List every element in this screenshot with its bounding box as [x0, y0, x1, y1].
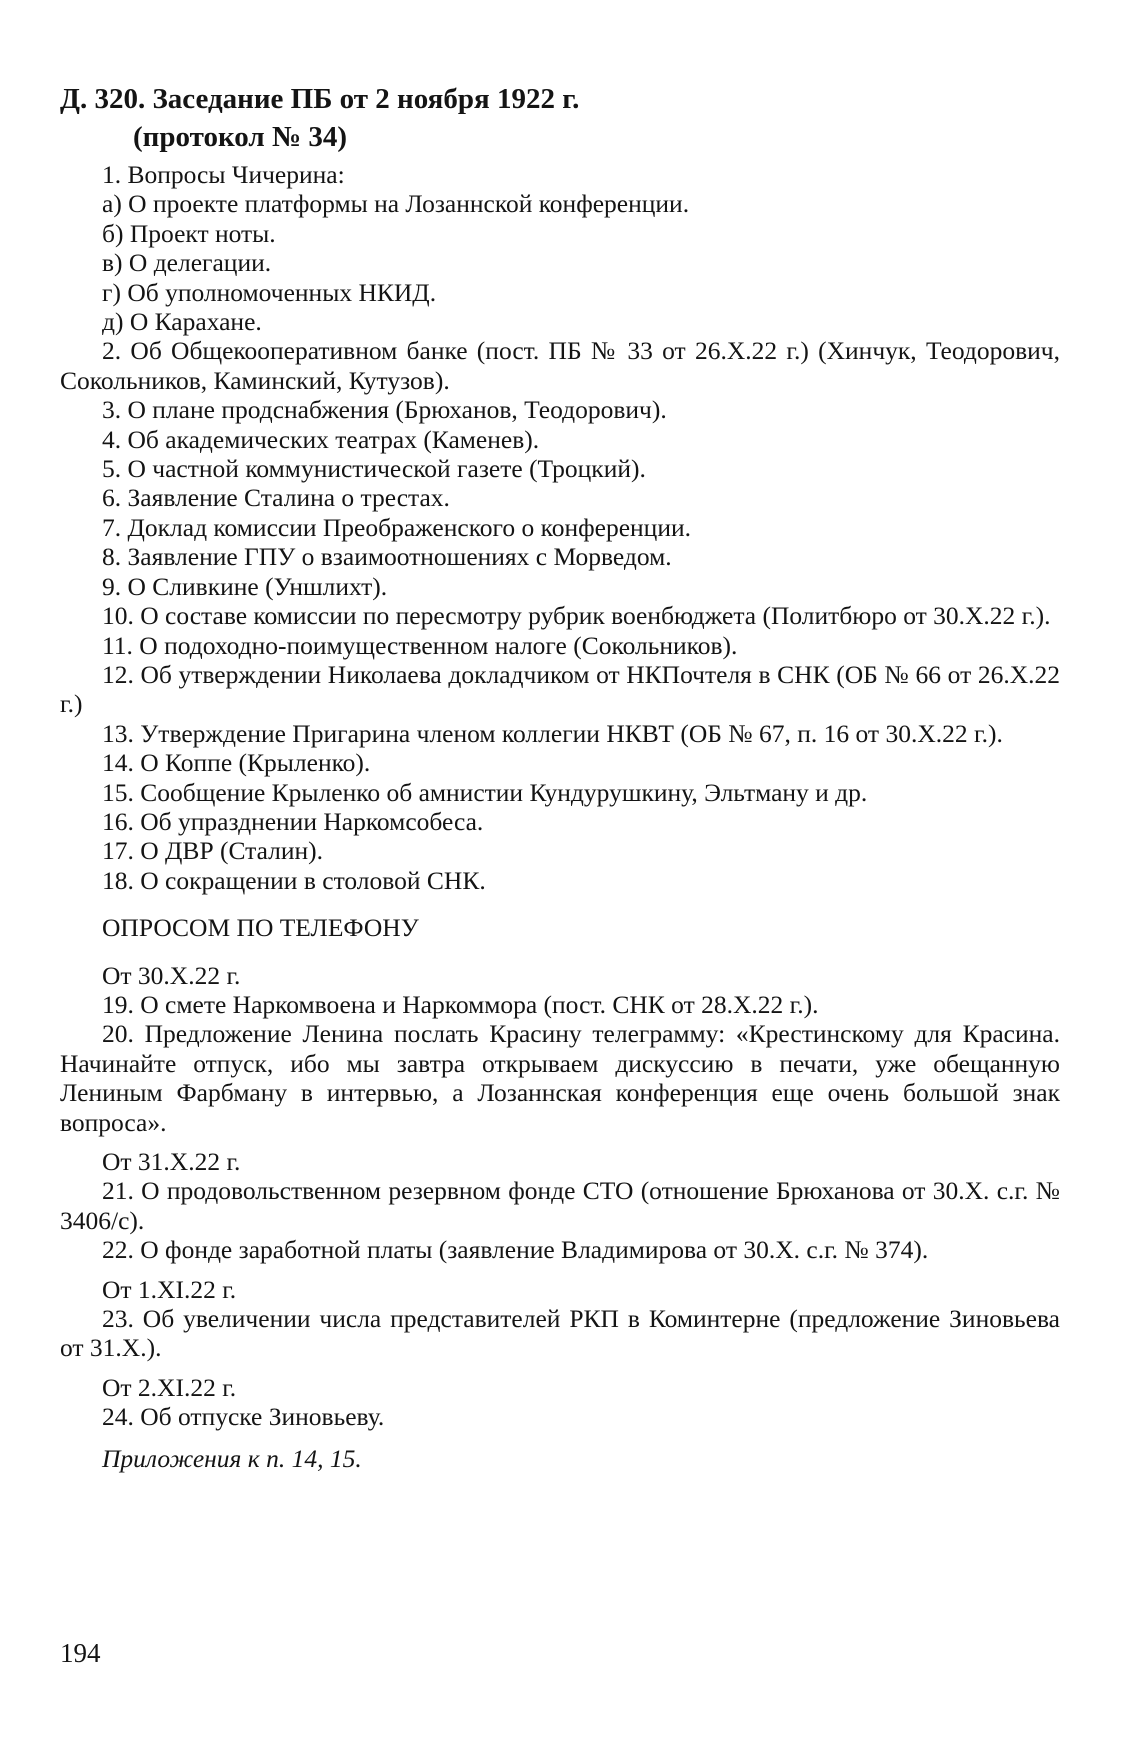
agenda-item: 9. О Сливкине (Уншлихт).	[102, 571, 388, 601]
agenda-item: 3. О плане продснабжения (Брюханов, Теодорович).	[102, 395, 667, 425]
agenda-item: 8. Заявление ГПУ о взаимоотношениях с Морведом.	[102, 542, 672, 572]
poll-date: От 2.XI.22 г.	[102, 1372, 237, 1402]
agenda-subitem: д) О Карахане.	[102, 307, 262, 337]
agenda-item: 24. Об отпуске Зиновьеву.	[102, 1402, 385, 1432]
agenda-item: 15. Сообщение Крыленко об амнистии Кундурушкину, Эльтману и др.	[102, 777, 868, 807]
agenda-item: 10. О составе комиссии по пересмотру рубрик военбюджета (Политбюро от 30.X.22 г.).	[102, 601, 1051, 631]
phone-poll-heading: ОПРОСОМ ПО ТЕЛЕФОНУ	[102, 913, 419, 943]
agenda-item: 16. Об упразднении Наркомсобеса.	[102, 806, 484, 836]
page-number: 194	[60, 1638, 101, 1668]
agenda-subitem: а) О проекте платформы на Лозаннской конференции.	[102, 189, 690, 219]
agenda-item: 2. Об Общекооперативном банке (пост. ПБ № 33 от 26.X.22 г.) (Хинчук, Теодорович, Сокольников, Каминский, Кутузов).	[60, 336, 1060, 395]
agenda-item: 1. Вопросы Чичерина:	[102, 160, 345, 189]
agenda-item: 11. О подоходно-поимущественном налоге (Сокольников).	[102, 630, 738, 660]
agenda-item: 21. О продовольственном резервном фонде СТО (отношение Брюханова от 30.X. с.г. № 3406/с).	[60, 1176, 1060, 1235]
document-body	[60, 160, 1060, 1473]
heading-line-1: Д. 320. Заседание ПБ от 2 ноября 1922 г.	[60, 83, 580, 115]
agenda-item: 13. Утверждение Пригарина членом коллегии НКВТ (ОБ № 67, п. 16 от 30.X.22 г.).	[102, 718, 1003, 748]
agenda-item: 14. О Коппе (Крыленко).	[102, 748, 371, 778]
agenda-item: 17. О ДВР (Сталин).	[102, 836, 324, 866]
agenda-item: 19. О смете Наркомвоена и Наркоммора (пост. СНК от 28.X.22 г.).	[102, 989, 819, 1019]
agenda-item: 20. Предложение Ленина послать Красину телеграмму: «Крестинскому для Красина. Начинайте отпуск, ибо мы завтра открываем дискуссию в печати, уже обещанную Лениным Фарбману в интервью, а Лозаннская конференция еще очень большой знак вопроса».	[60, 1019, 1060, 1137]
agenda-subitem: в) О делегации.	[102, 248, 272, 278]
poll-date: От 31.X.22 г.	[102, 1147, 241, 1176]
appendix-note: Приложения к п. 14, 15.	[102, 1443, 362, 1473]
agenda-item: 12. Об утверждении Николаева докладчиком от НКПочтеля в СНК (ОБ № 66 от 26.X.22 г.)	[60, 659, 1060, 719]
agenda-item: 5. О частной коммунистической газете (Троцкий).	[102, 454, 646, 484]
document-heading	[60, 80, 1060, 156]
agenda-item: 4. Об академических театрах (Каменев).	[102, 424, 540, 454]
agenda-item: 6. Заявление Сталина о трестах.	[102, 483, 450, 513]
agenda-subitem: г) Об уполномоченных НКИД.	[102, 277, 437, 307]
agenda-item: 7. Доклад комиссии Преображенского о конференции.	[102, 512, 691, 542]
agenda-item: 23. Об увеличении числа представителей РКП в Коминтерне (предложение Зиновьева от 31.X.).	[60, 1304, 1060, 1363]
agenda-item: 22. О фонде заработной платы (заявление Владимирова от 30.X. с.г. № 374).	[102, 1235, 929, 1265]
heading-line-2: (протокол № 34)	[133, 121, 347, 153]
agenda-item: 18. О сокращении в столовой СНК.	[102, 865, 486, 895]
poll-date: От 30.X.22 г.	[102, 960, 241, 990]
agenda-subitem: б) Проект ноты.	[102, 218, 276, 248]
poll-date: От 1.XI.22 г.	[102, 1274, 237, 1304]
